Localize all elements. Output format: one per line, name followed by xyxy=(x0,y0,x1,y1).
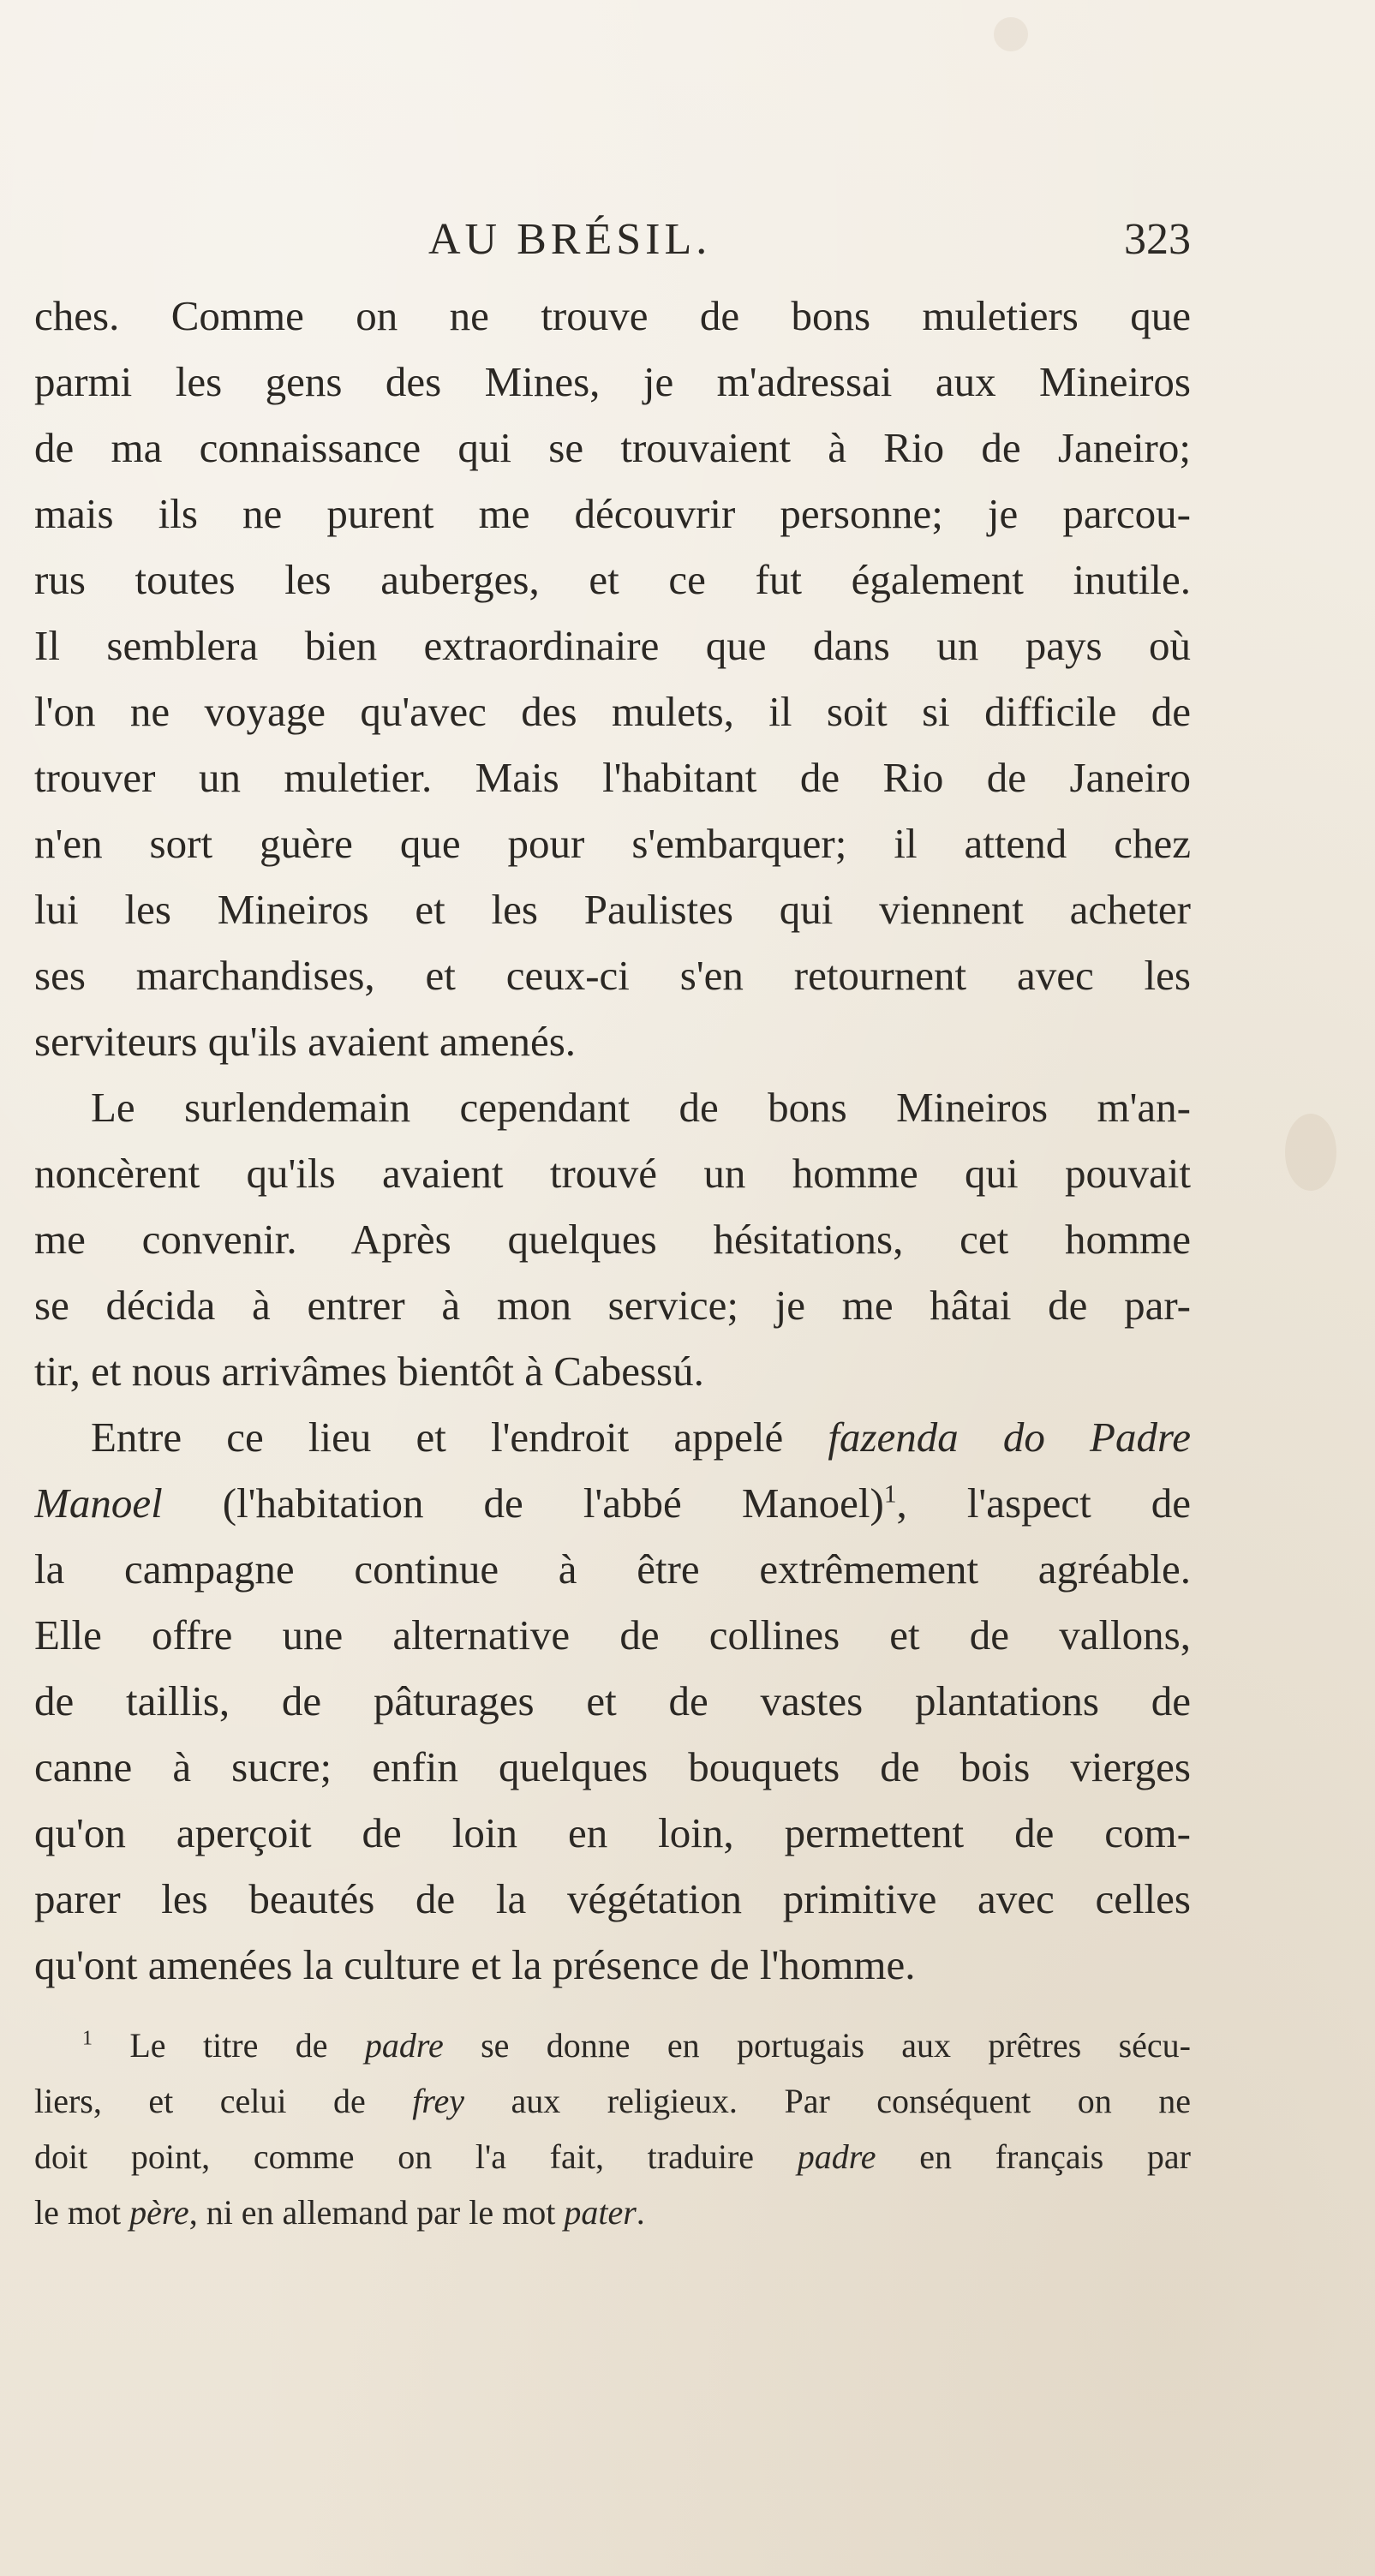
footnote xyxy=(34,2017,1191,2240)
text-line: n'en sort guère que pour s'embarquer; il attend chez xyxy=(34,820,1191,867)
text-line: rus toutes les auberges, et ce fut également inutile. xyxy=(34,556,1191,603)
italic-term: père xyxy=(129,2193,189,2232)
italic-term: frey xyxy=(412,2082,464,2120)
text-line: Le surlendemain cependant de bons Mineiros m'an- xyxy=(91,1084,1191,1131)
text-line: Il semblera bien extraordinaire que dans un pays où xyxy=(34,622,1191,669)
text-line: se décida à entrer à mon service; je me hâtai de par- xyxy=(34,1282,1191,1329)
italic-term: padre xyxy=(364,2026,444,2065)
text-line: canne à sucre; enfin quelques bouquets de bois vierges xyxy=(34,1743,1191,1790)
italic-term: Manoel xyxy=(34,1479,163,1527)
paper-stain xyxy=(1285,1114,1336,1191)
running-head: AU BRÉSIL. xyxy=(428,215,712,264)
footnote-ref: 1 xyxy=(883,1480,897,1509)
text-line: noncèrent qu'ils avaient trouvé un homme qui pouvait xyxy=(34,1150,1191,1197)
footnote-line xyxy=(34,2185,1191,2240)
text-span: . xyxy=(636,2193,645,2232)
text-span: Le titre de xyxy=(129,2026,328,2065)
text-line: parmi les gens des Mines, je m'adressai aux Mineiros xyxy=(34,358,1191,405)
text-line: de taillis, de pâturages et de vastes plantations de xyxy=(34,1677,1191,1724)
text-line: l'on ne voyage qu'avec des mulets, il soit si difficile de xyxy=(34,688,1191,735)
text-line: la campagne continue à être extrêmement agréable. xyxy=(34,1545,1191,1593)
text-span: le mot xyxy=(34,2193,122,2232)
body-text xyxy=(34,283,1191,1998)
text-span: en français par xyxy=(919,2137,1191,2176)
page-header xyxy=(34,214,1191,274)
footnote-line xyxy=(34,2129,1191,2185)
text-line: qu'on aperçoit de loin en loin, permettent de com- xyxy=(34,1809,1191,1856)
paper-stain xyxy=(994,17,1028,51)
text-span: (l'habitation de l'abbé Manoel) xyxy=(222,1479,884,1527)
text-line: ches. Comme on ne trouve de bons muletiers que xyxy=(34,292,1191,339)
text-line xyxy=(34,1404,1191,1470)
text-line: me convenir. Après quelques hésitations, cet homme xyxy=(34,1216,1191,1263)
footnote-line xyxy=(34,2073,1191,2129)
italic-term: pater xyxy=(564,2193,637,2232)
text-span: liers, et celui de xyxy=(34,2082,366,2120)
text-line: parer les beautés de la végétation primitive avec celles xyxy=(34,1875,1191,1922)
text-span: se donne en portugais aux prêtres sécu- xyxy=(481,2026,1191,2065)
text-line: serviteurs qu'ils avaient amenés. xyxy=(34,1018,577,1065)
text-span: , l'aspect de xyxy=(896,1479,1191,1527)
page-number: 323 xyxy=(1124,215,1191,264)
text-line: trouver un muletier. Mais l'habitant de Rio de Janeiro xyxy=(34,754,1191,801)
text-span: aux religieux. Par conséquent on ne xyxy=(511,2082,1191,2120)
text-line: Elle offre une alternative de collines et de vallons, xyxy=(34,1611,1191,1659)
footnote-line xyxy=(34,2017,1191,2073)
text-span: Entre ce lieu et l'endroit appelé xyxy=(91,1414,784,1461)
italic-term: padre xyxy=(797,2137,876,2176)
text-line: tir, et nous arrivâmes bientôt à Cabessú. xyxy=(34,1348,704,1395)
text-span: doit point, comme on l'a fait, traduire xyxy=(34,2137,755,2176)
text-line: ses marchandises, et ceux-ci s'en retournent avec les xyxy=(34,952,1191,999)
text-line: qu'ont amenées la culture et la présence de l'homme. xyxy=(34,1941,916,1988)
text-line: mais ils ne purent me découvrir personne; je parcou- xyxy=(34,490,1191,537)
text-line: lui les Mineiros et les Paulistes qui viennent acheter xyxy=(34,886,1191,933)
text-span: , ni en allemand par le mot xyxy=(188,2193,556,2232)
footnote-marker: 1 xyxy=(82,2027,93,2050)
italic-term: fazenda do Padre xyxy=(828,1414,1191,1461)
text-line: de ma connaissance qui se trouvaient à Rio de Janeiro; xyxy=(34,424,1191,471)
text-line xyxy=(34,1470,1191,1536)
